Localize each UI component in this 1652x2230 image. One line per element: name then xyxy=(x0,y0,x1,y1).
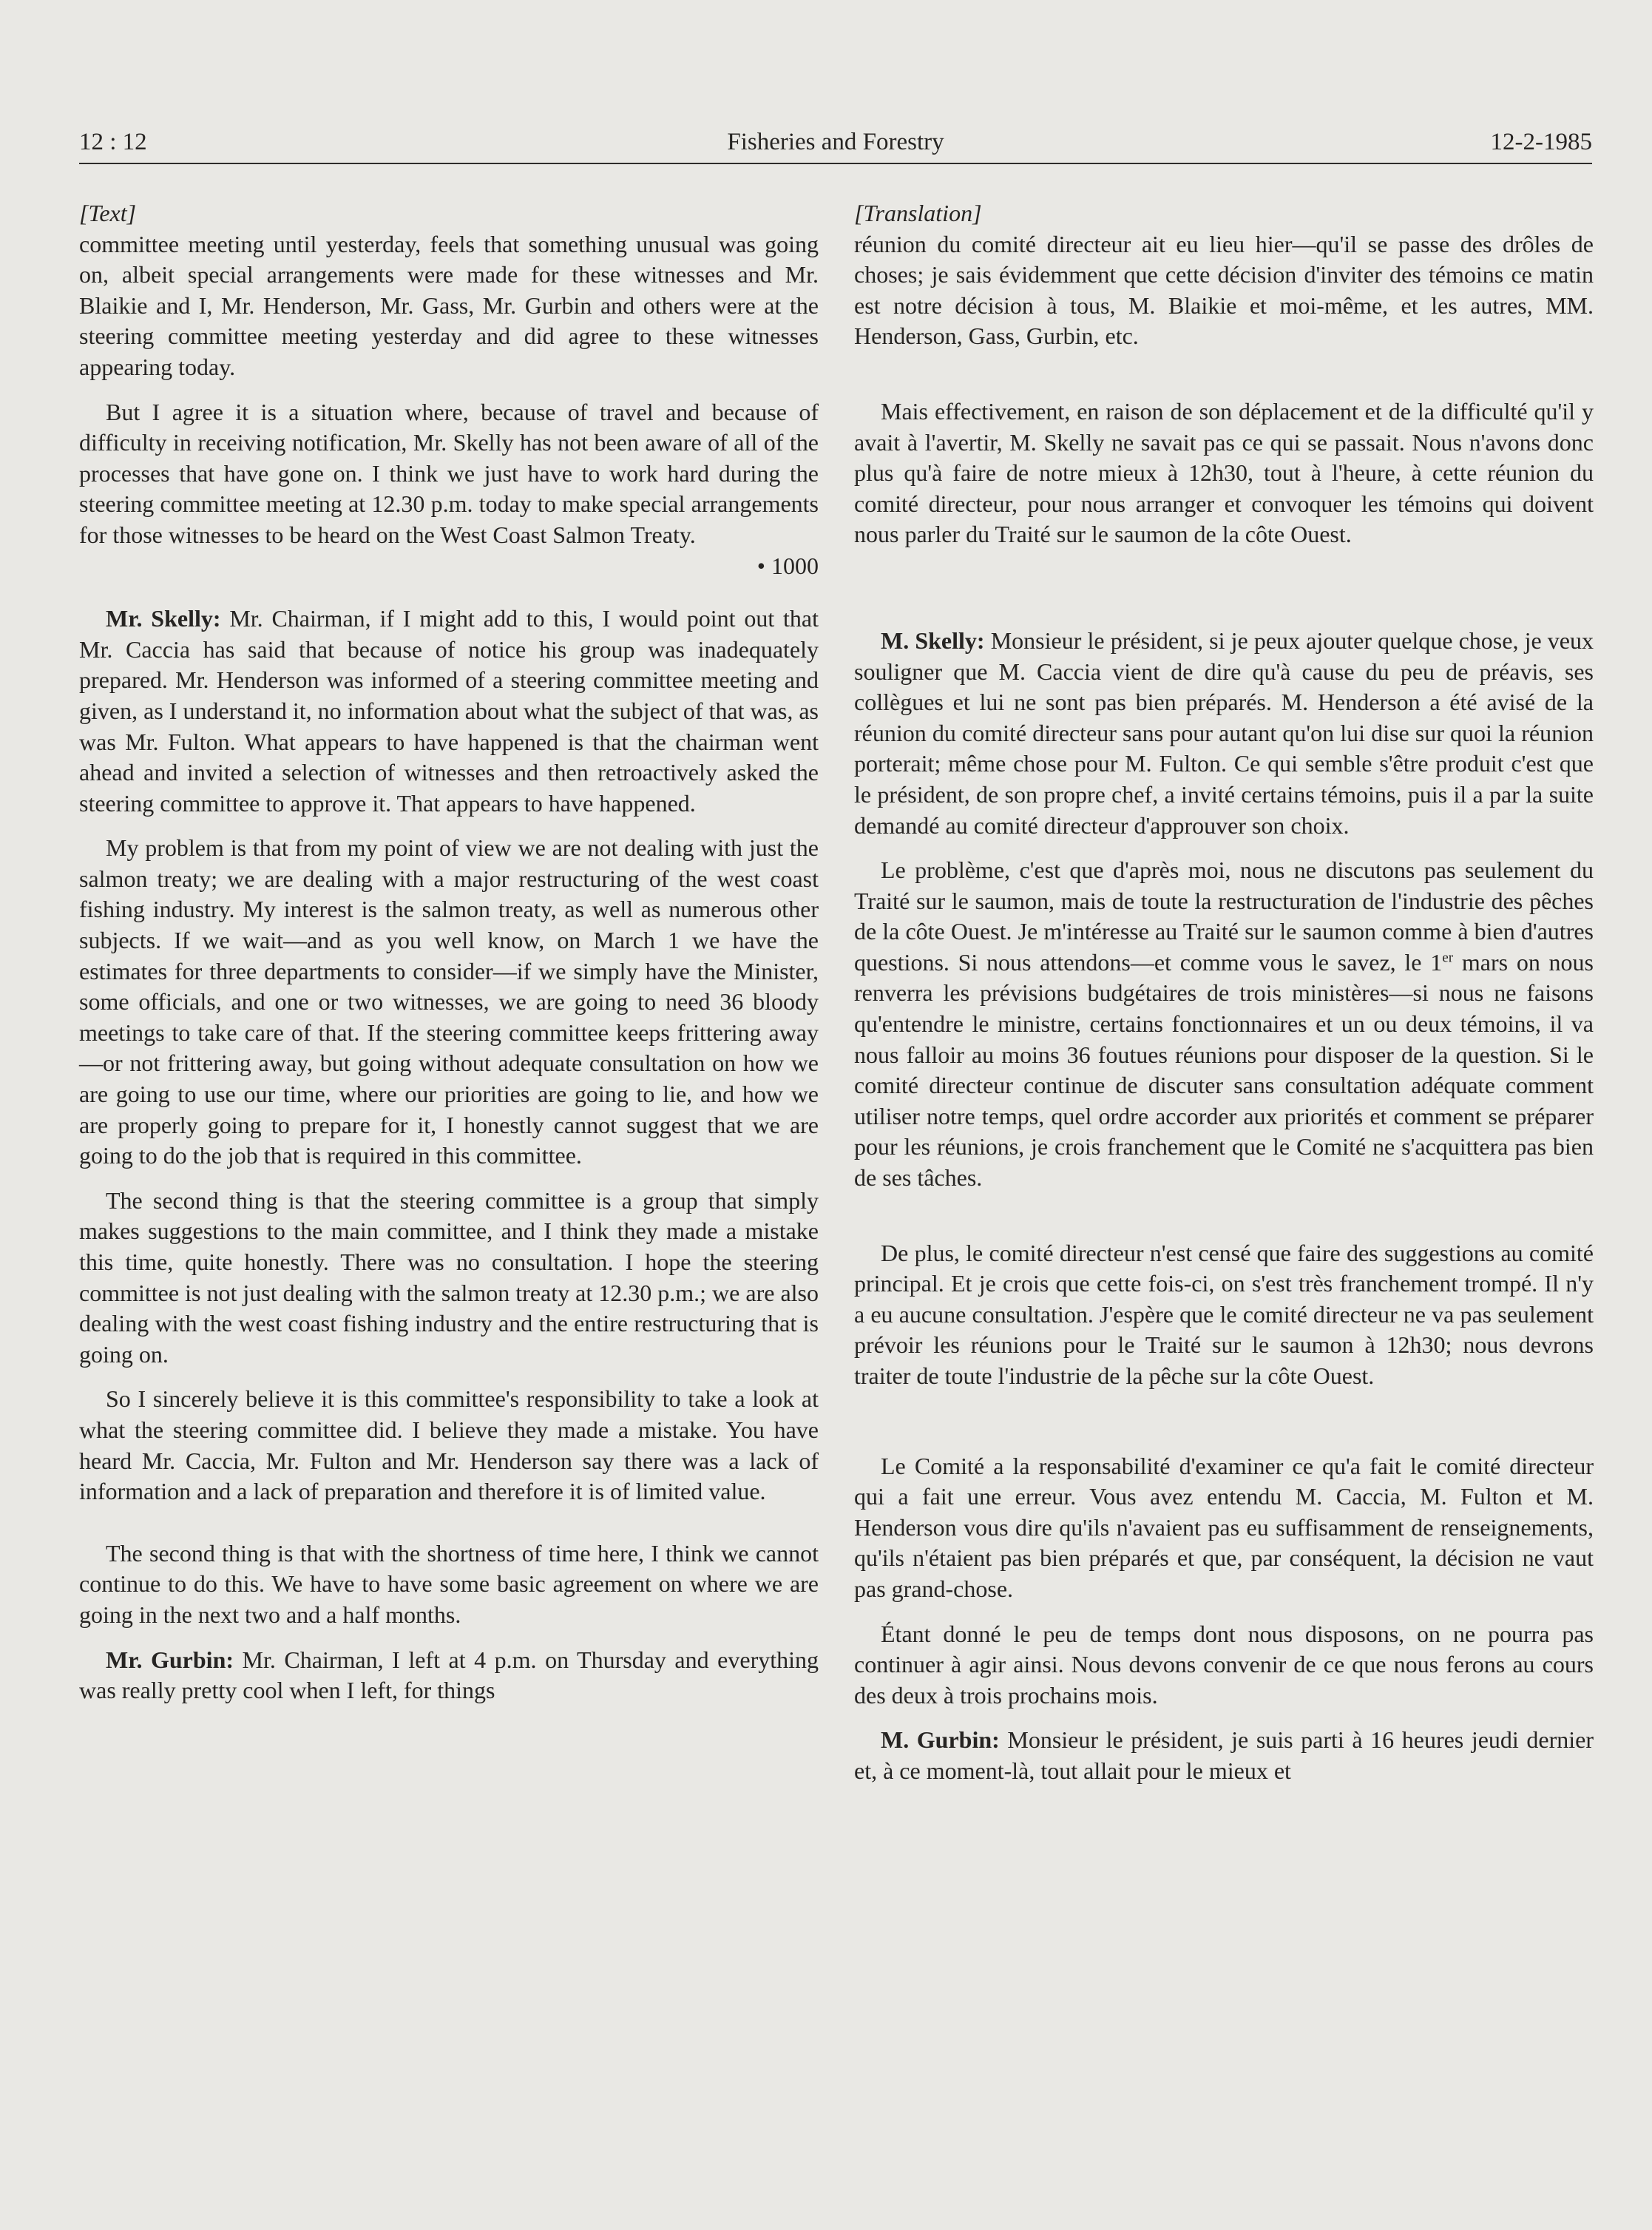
page-header xyxy=(79,124,1592,160)
paragraph: committee meeting until yesterday, feels that something unusual was going on, albeit special arrangements were made for these witnesses and Mr. Blaikie and I, Mr. Henderson, Mr. Gass, Mr. Gurbin and others were at the steering committee meeting yesterday and did agree to these witnesses appearing today. xyxy=(79,230,819,380)
paragraph: Étant donné le peu de temps dont nous disposons, on ne pourra pas continuer à agir ainsi. Nous devons convenir de ce que nous ferons au cours des deux à trois prochains mois. xyxy=(854,1620,1594,1709)
speech-text: Monsieur le président, si je peux ajouter quelque chose, je veux souligner que M. Caccia vient de dire qu'à cause du peu de préavis, ses collègues et lui ne sont pas bien préparés. M. Henderson a été avisé de la réunion du comité directeur sans pour autant qu'on lui dise sur quoi la réunion porterait; même chose pour M. Fulton. Ce qui semble s'être produit c'est que le président, de son propre chef, a invité certains témoins, puis il a par la suite demandé au comité directeur d'approuver son choix. xyxy=(854,626,1594,839)
speaker-name: Mr. Skelly: xyxy=(106,605,221,632)
paragraph: Mais effectivement, en raison de son déplacement et de la difficulté qu'il y avait à l'avertir, M. Skelly ne savait pas ce qui se passait. Nous n'avons donc plus qu'à faire de notre mieux à 12h30, tout à l'heure, à cette réunion du comité directeur, pour nous arranger et convoquer les témoins qui doivent nous parler du Traité sur le saumon de la côte Ouest. xyxy=(854,397,1594,548)
paragraph xyxy=(79,1645,819,1706)
paragraph: The second thing is that the steering committee is a group that simply makes suggestions to the main committee, and I think they made a mistake this time, quite honestly. There was no consultation. I hope the steering committee is not just dealing with the salmon treaty at 12.30 p.m.; we are also dealing with the west coast fishing industry and the entire restructuring that is going on. xyxy=(79,1186,819,1368)
paragraph: The second thing is that with the shortness of time here, I think we cannot continue to do this. We have to have some basic agreement on where we are going in the next two and a half months. xyxy=(79,1539,819,1628)
paragraph: Le Comité a la responsabilité d'examiner ce qu'a fait le comité directeur qui a fait une erreur. Vous avez entendu M. Caccia, M. Fulton et M. Henderson vous dire qu'ils n'avaient pas eu suffisamment de renseignements, qu'ils n'étaient pas bien préparés et que, par conséquent, la décision ne vaut pas grand-chose. xyxy=(854,1452,1594,1602)
speaker-name: M. Skelly: xyxy=(881,626,985,654)
paragraph: réunion du comité directeur ait eu lieu hier—qu'il se passe des drôles de choses; je sais évidemment que cette décision d'inviter des témoins ce matin est notre décision à tous, M. Blaikie et moi-même, et les autres, MM. Henderson, Gass, Gurbin, etc. xyxy=(854,230,1594,350)
english-column xyxy=(79,198,819,2195)
paragraph: But I agree it is a situation where, because of travel and because of difficulty in receiving notification, Mr. Skelly has not been aware of all of the processes that have gone on. I think we just have to work hard during the steering committee meeting at 12.30 p.m. today to make special arrangements for those witnesses to be heard on the West Coast Salmon Treaty. xyxy=(79,398,819,548)
header-date: 12-2-1985 xyxy=(1490,129,1592,155)
header-rule xyxy=(79,163,1592,164)
paragraph: My problem is that from my point of view we are not dealing with just the salmon treaty; we are dealing with a major restructuring of the west coast fishing industry. My interest is the salmon treaty, as well as numerous other subjects. If we wait—and as you well know, on March 1 we have the estimates for three departments to consider—if we simply have the Minister, some officials, and one or two witnesses, we are going to need 36 bloody meetings to take care of that. If the steering committee keeps frittering away—or not frittering away, but going without adequate consultation on how we are going to use our time, where our priorities are going to lie, and how we are properly going to prepare for it, I honestly cannot suggest that we are going to do the job that is required in this committee. xyxy=(79,834,819,1169)
publication-title: Fisheries and Forestry xyxy=(727,129,944,155)
speaker-name: M. Gurbin: xyxy=(881,1726,1000,1754)
speech-text: Monsieur le président, je suis parti à 16 heures jeudi dernier et, à ce moment-là, tout allait pour le mieux et xyxy=(854,1726,1594,1784)
paragraph xyxy=(854,1725,1594,1786)
paragraph: Le problème, c'est que d'après moi, nous ne discutons pas seulement du Traité sur le saumon, mais de toute la restructuration de l'industrie des pêches de la côte Ouest. Je m'intéresse au Traité sur le saumon comme à bien d'autres questions. Si nous attendons—et comme vous le savez, le 1er mars on nous renverra les prévisions budgétaires de trois ministères—si nous ne faisons qu'entendre le ministre, certains fonctionnaires et un ou deux témoins, il va nous falloir au moins 36 foutues réunions pour disposer de la question. Si le comité directeur continue de discuter sans consultation adéquate comment utiliser notre temps, quel ordre accorder aux priorités et comment se préparer pour les réunions, je crois franchement que le Comité ne s'acquittera pas bien de ses tâches. xyxy=(854,856,1594,1192)
french-column xyxy=(854,198,1594,2195)
column-label: [Text] xyxy=(79,200,137,226)
speech-text: Mr. Chairman, if I might add to this, I would point out that Mr. Caccia has said that because of notice his group was inadequately prepared. Mr. Henderson was informed of a steering committee meeting and given, as I understand it, no information about what the subject of that was, as was Mr. Fulton. What appears to have happened is that the chairman went ahead and invited a selection of witnesses and then retroactively asked the steering committee to approve it. That appears to have happened. xyxy=(79,605,819,817)
paragraph xyxy=(79,604,819,819)
paragraph xyxy=(854,626,1594,841)
speaker-name: Mr. Gurbin: xyxy=(106,1646,234,1673)
paragraph: So I sincerely believe it is this committee's responsibility to take a look at what the steering committee did. I believe they made a mistake. You have heard Mr. Caccia, Mr. Fulton and Mr. Henderson say there was a lack of information and a lack of preparation and therefore it is of limited value. xyxy=(79,1385,819,1505)
page-number: 12 : 12 xyxy=(79,129,147,155)
time-marker: • 1000 xyxy=(756,552,819,579)
paragraph: De plus, le comité directeur n'est censé que faire des suggestions au comité principal. Et je crois que cette fois-ci, on s'est très franchement trompé. Il n'y a eu aucune consultation. J'espère que le comité directeur ne va pas seulement prévoir les réunions pour le Traité sur le saumon à 12h30; nous devrons traiter de toute l'industrie de la pêche sur la côte Ouest. xyxy=(854,1239,1594,1389)
column-label: [Translation] xyxy=(854,200,982,226)
speech-text: Mr. Chairman, I left at 4 p.m. on Thursday and everything was really pretty cool when I left, for things xyxy=(79,1646,819,1704)
